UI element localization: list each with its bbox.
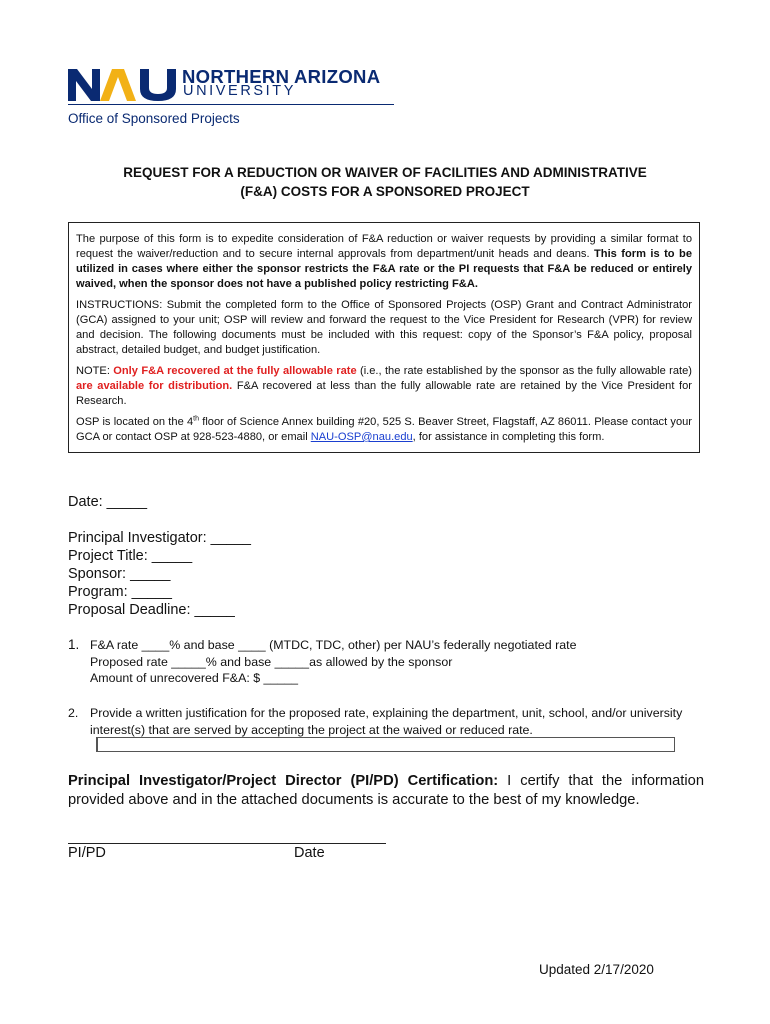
item-number: 2. [68,706,79,720]
pi-field[interactable]: Principal Investigator: _____ [68,530,251,546]
nau-logo-mark [68,69,176,101]
osp-text-end: , for assistance in completing this form. [412,431,605,443]
item-number: 1. [68,637,80,652]
signature-date-label: Date [294,845,325,861]
osp-email-link[interactable]: NAU-OSP@nau.edu [310,431,413,443]
purpose-paragraph [76,232,692,292]
osp-text-middle: floor of Science Annex building #20, 525 S. Beaver Street, Flagstaff, AZ 86011. Please contact your GCA or contact OSP at 928-523-4880, or email [76,416,693,443]
proposal-deadline-field[interactable]: Proposal Deadline: _____ [68,602,235,618]
note-emphasis-1: Only F&A recovered at the fully allowable rate [113,365,357,377]
certification-text: I certify that the information provided above and in the attached documents is accurate to the best of my knowledge. [68,773,704,808]
instructions-paragraph: INSTRUCTIONS: Submit the completed form to the Office of Sponsored Projects (OSP) Grant and Contract Administrator (GCA) assigned to your unit; OSP will review and forward the request to the Vice President for Research (VPR) for review and decision. The following documents must be included with this request: copy of the Sponsor’s F&A policy, proposal abstract, detailed budget, and budget justification. [76,299,692,356]
certification-statement [68,772,704,809]
osp-location-paragraph [76,415,692,445]
pipd-signature-label: PI/PD [68,845,106,861]
program-field[interactable]: Program: _____ [68,584,172,600]
justification-input[interactable] [96,737,675,752]
signature-line[interactable] [68,843,386,844]
info-box [68,222,700,453]
date-field[interactable]: Date: _____ [68,494,148,510]
form-title-line1: REQUEST FOR A REDUCTION OR WAIVER OF FACILITIES AND ADMINISTRATIVE [123,165,647,180]
ordinal-suffix: th [193,415,199,423]
project-title-field[interactable]: Project Title: _____ [68,548,193,564]
form-title [60,163,710,201]
current-rate-line[interactable]: F&A rate ____% and base ____ (MTDC, TDC, other) per NAU’s federally negotiated rate [90,638,577,652]
sponsor-field[interactable]: Sponsor: _____ [68,566,171,582]
note-label: NOTE: [76,365,114,377]
office-name: Office of Sponsored Projects [68,111,240,126]
note-middle: (i.e., the rate established by the sponsor as the fully allowable rate) [356,365,692,377]
unrecovered-amount-line[interactable]: Amount of unrecovered F&A: $ _____ [90,671,299,685]
note-emphasis-2: are available for distribution. [76,380,233,392]
updated-date: Updated 2/17/2020 [539,962,654,977]
note-paragraph [76,364,692,409]
certification-heading: Principal Investigator/Project Director (PI/PD) Certification: [68,773,499,789]
proposed-rate-line[interactable]: Proposed rate _____% and base _____as allowed by the sponsor [90,654,453,669]
purpose-bold-text: This form is to be utilized in cases where either the sponsor restricts the F&A rate or the PI requests that F&A be reduced or entirely waived, when the sponsor does not have a published policy restricting F&A. [76,248,692,290]
justification-prompt: Provide a written justification for the proposed rate, explaining the department, unit, school, and/or university interest(s) that are served by accepting the project at the waived or reduced rate. [90,706,683,737]
logo-divider [68,104,394,105]
osp-text-start: OSP is located on the 4 [76,416,194,428]
nau-logo [68,64,398,130]
logo-university-word: UNIVERSITY [183,83,297,99]
form-title-line2: (F&A) COSTS FOR A SPONSORED PROJECT [240,184,530,199]
note-end: F&A recovered at less than the fully allowable rate are retained by the Vice President for Research. [76,380,692,407]
logo-university-name: NORTHERN ARIZONA [182,66,381,87]
rate-item-body [90,637,706,687]
purpose-text: The purpose of this form is to expedite consideration of F&A reduction or waiver requests by providing a similar format to request the waiver/reduction and to secure internal approvals from department/unit heads and deans. [76,233,692,260]
